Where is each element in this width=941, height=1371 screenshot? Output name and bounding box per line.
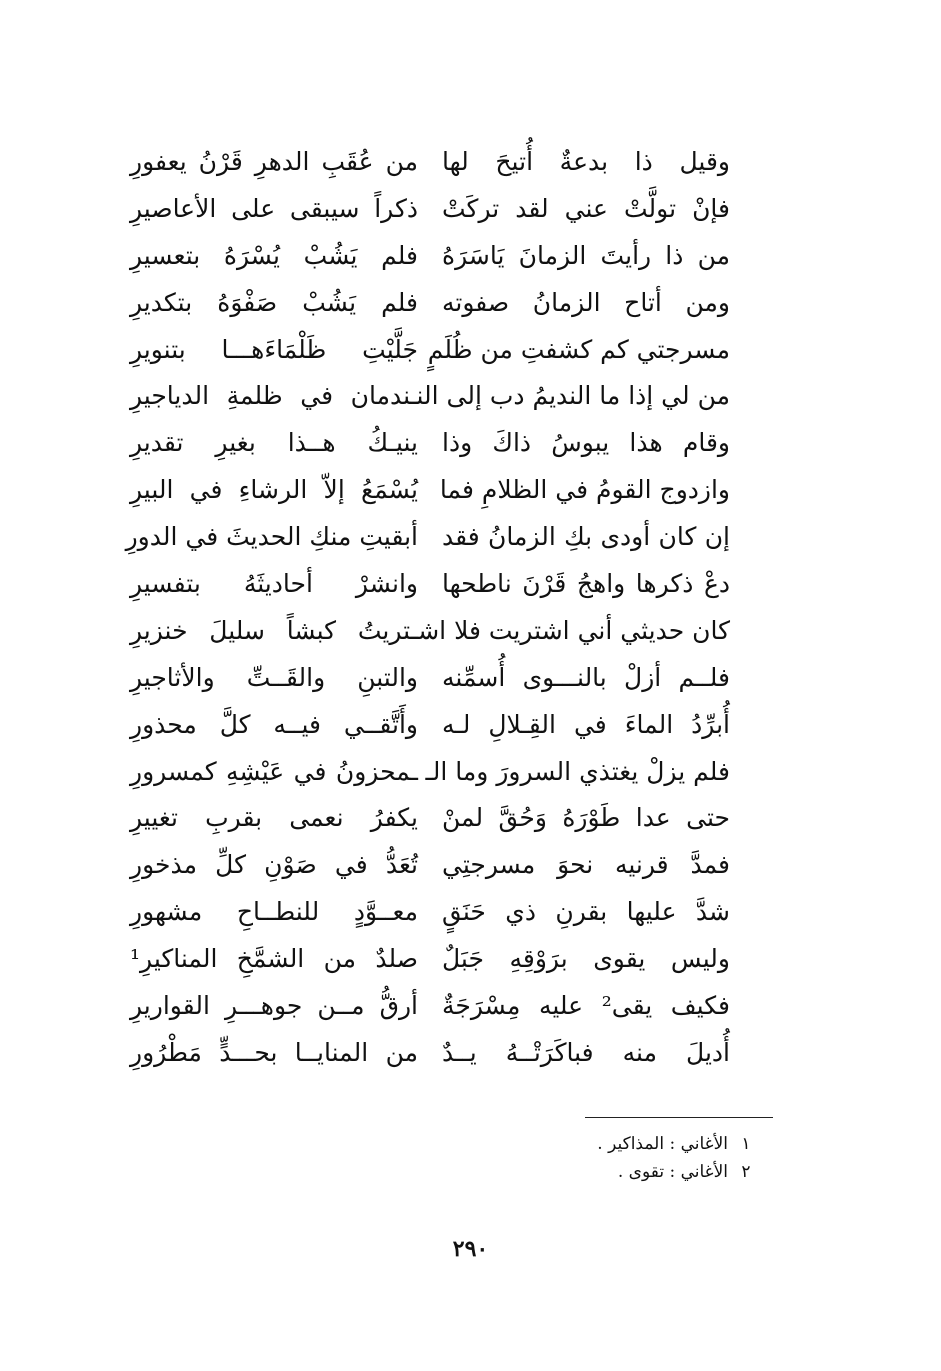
footnote-text: الأغاني : تقوى . bbox=[617, 1162, 728, 1182]
verse-second-hemistich: ذكراً سيبقى على الأعاصيرِ bbox=[130, 193, 418, 223]
footnote bbox=[560, 1130, 760, 1158]
verse-line bbox=[130, 935, 730, 982]
verse-line bbox=[130, 232, 730, 279]
verse-line bbox=[130, 560, 730, 607]
verse-second-hemistich: فلم يَشُبْ يُسْرَهُ بتعسيرِ bbox=[130, 240, 418, 270]
verse-second-hemistich: فلم يَشُبْ صَفْوَهُ بتكديرِ bbox=[130, 287, 418, 317]
verse-first-hemistich: ومن أتاح الزمانُ صفوته bbox=[442, 287, 730, 317]
verse-second-hemistich: ينيـكُ هــذا بغيرِ تقديرِ bbox=[130, 428, 418, 458]
verse-second-hemistich: يكفرُ نعمى بقربِ تغييرِ bbox=[130, 803, 418, 833]
poem bbox=[125, 138, 730, 1076]
footnote-number: ١ bbox=[741, 1134, 751, 1154]
verse-second-hemistich: أرقُّ مــن جوهـــرِ القواريرِ bbox=[130, 990, 418, 1020]
verse-second-hemistich: ـمحزونُ في عَيْشِهِ كمسرورِ bbox=[130, 756, 418, 786]
verse-first-hemistich: فلــم أزلْ بالنـــوى أُسمِّنه bbox=[442, 662, 730, 692]
verse-line bbox=[130, 841, 730, 888]
verse-second-hemistich: تُعَدُّ في صَوْنِ كلِّ مذخورِ bbox=[130, 850, 418, 880]
verse-first-hemistich: مسرجتي كم كشفتِ من ظُلَمٍ bbox=[427, 334, 730, 364]
verse-first-hemistich: من ذا رأيتَ الزمانَ يَاسَرَهُ bbox=[442, 240, 730, 270]
verse-first-hemistich: فلم يزلْ يغتذي السرورَ وما الـ bbox=[425, 756, 730, 786]
verse-line bbox=[125, 513, 730, 560]
verse-second-hemistich: جَلَّيْتِ ظَلْمَاءَهـــا بتنويرِ bbox=[130, 334, 418, 364]
verse-line bbox=[130, 701, 730, 748]
verse-first-hemistich: حتى عدا طَوْرَهُ وَحُقَّ لمنْ bbox=[442, 803, 730, 833]
verse-second-hemistich: والتبنِ والقَــتِّ والأثاجيرِ bbox=[130, 662, 418, 692]
verse-first-hemistich: شدَّ عليها بقرنِ ذي حَنَقٍ bbox=[442, 897, 730, 927]
footnote-text: الأغاني : المذاكير . bbox=[597, 1134, 728, 1154]
verse-second-hemistich: معــوَّدٍ للنطــاحِ مشهورِ bbox=[130, 897, 418, 927]
verse-first-hemistich: فإنْ تولَّتْ عني لقد تركَتْ bbox=[442, 193, 730, 223]
verse-line bbox=[130, 794, 730, 841]
verse-first-hemistich: وقيل ذا بدعةٌ أُتيحَ لها bbox=[442, 146, 730, 176]
verse-first-hemistich: أُديلَ منه فباكَرَتْــهُ يــدٌ bbox=[442, 1037, 730, 1067]
verse-first-hemistich: أُبرِّدُ الماءَ في القِـلالِ لـه bbox=[442, 709, 730, 739]
verse-second-hemistich: وأَتَّقــي فيــه كلَّ محذورِ bbox=[130, 709, 418, 739]
verse-second-hemistich: صلدٌ من الشمَّخِ المناكيرِ¹ bbox=[130, 944, 418, 974]
verse-second-hemistich: من عُقَبِ الدهرِ قَرْنُ يعفورِ bbox=[130, 146, 418, 176]
page-number: ٢٩٠ bbox=[452, 1236, 489, 1262]
verse-line bbox=[130, 419, 730, 466]
verse-first-hemistich: كان حديثي أني اشتريت فلا اشـ bbox=[410, 615, 730, 645]
verse-first-hemistich: وقام هذا يبوسُ ذاكَ وذا bbox=[442, 428, 730, 458]
verse-line bbox=[130, 748, 730, 795]
verse-first-hemistich: وازدوج القومُ في الظلامِ فما bbox=[439, 475, 730, 505]
verse-line bbox=[130, 466, 730, 513]
verse-first-hemistich: فمدَّ قرنيه نحوَ مسرجتِي bbox=[442, 850, 730, 880]
verse-line bbox=[130, 888, 730, 935]
verse-first-hemistich: دعْ ذكرها واهجُ قَرْنَ ناطحها bbox=[442, 568, 730, 598]
verse-line bbox=[130, 654, 730, 701]
verse-first-hemistich: من لي إذا ما النديمُ دب إلى النـ bbox=[409, 381, 730, 411]
verse-second-hemistich: وانشرْ أحاديثَهُ بتفسيرِ bbox=[130, 568, 418, 598]
verse-line bbox=[130, 138, 730, 185]
verse-second-hemistich: ـتريتُ كبشاً سليلَ خنزيرِ bbox=[130, 615, 418, 645]
footnote-number: ٢ bbox=[741, 1162, 751, 1182]
verse-second-hemistich: أبقيتِ منكِ الحديثَ في الدورِ bbox=[125, 522, 418, 552]
verse-line bbox=[130, 372, 730, 419]
verse-second-hemistich: من المنايــا بحـــدٍّ مَطْرُورِ bbox=[130, 1037, 418, 1067]
verse-line bbox=[130, 279, 730, 326]
verse-line bbox=[130, 982, 730, 1029]
verse-second-hemistich: يُسْمَعُ إلاّ الرشاءِ في البيرِ bbox=[130, 475, 418, 505]
footnote bbox=[560, 1158, 760, 1186]
footnote-separator bbox=[585, 1117, 773, 1118]
verse-line bbox=[130, 185, 730, 232]
verse-first-hemistich: فكيف يقى² عليه مِسْرَجَةٌ bbox=[442, 990, 730, 1020]
verse-second-hemistich: ـندمان في ظلمةِ الدياجيرِ bbox=[130, 381, 418, 411]
verse-line bbox=[130, 607, 730, 654]
verse-first-hemistich: وليس يقوى برَوْقِهِ جَبَلٌ bbox=[442, 944, 730, 974]
footnotes bbox=[560, 1130, 760, 1186]
verse-line bbox=[130, 1029, 730, 1076]
verse-line bbox=[130, 326, 730, 373]
verse-first-hemistich: إن كان أودى بكِ الزمانُ فقد bbox=[442, 522, 730, 552]
